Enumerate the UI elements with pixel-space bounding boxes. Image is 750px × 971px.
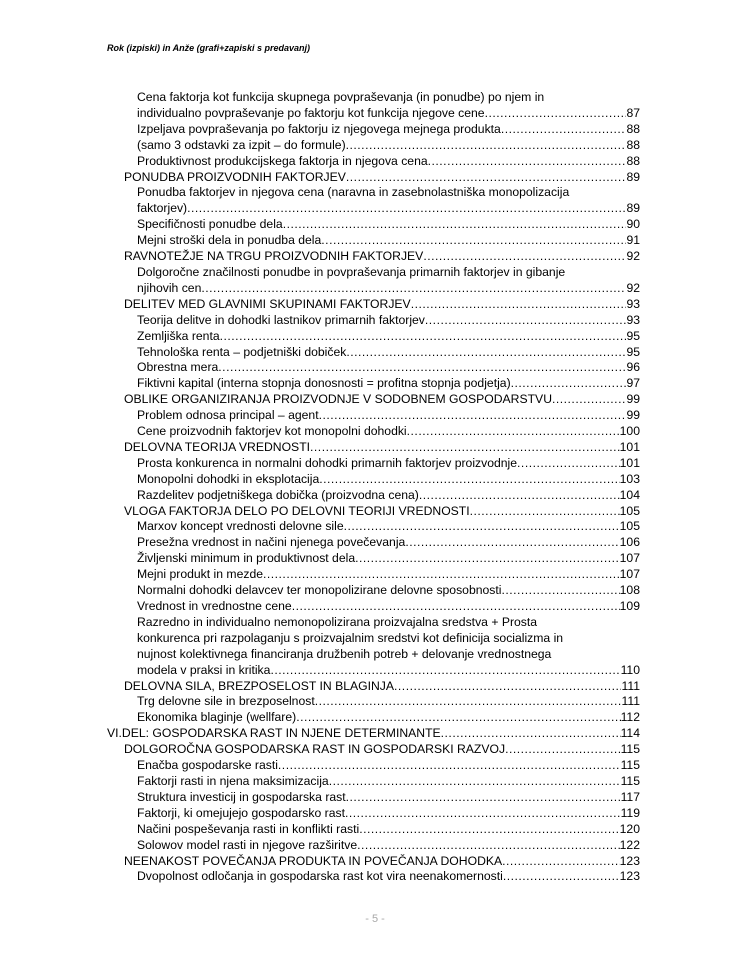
toc-entry-title: Načini pospeševanja rasti in konflikti rasti [137,821,360,836]
toc-entry-title: Normalni dohodki delavcev ter monopolizirane delovne sposobnosti [137,583,502,598]
toc-page-number: 96 [626,360,640,375]
toc-entry [137,90,640,122]
toc-entry-title: DELOVNA SILA, BREZPOSELOST IN BLAGINJA [124,678,395,693]
toc-leader-dots [278,758,621,774]
toc-entry-title: Ponudba faktorjev in njegova cena (naravna in zasebnolastniška monopolizacija [137,185,570,200]
toc-entry-title: Mejni produkt in mezde [137,567,263,582]
toc-entry [124,249,640,265]
toc-entry-title: Solowov model rasti in njegove razširitve [137,837,358,852]
toc-page-number: 88 [626,137,640,152]
toc-entry [137,138,640,154]
toc-page-number: 115 [620,758,640,773]
toc-leader-dots [552,392,626,408]
toc-page-number: 122 [619,837,640,852]
toc-leader-dots [428,154,627,170]
toc-entry-title: Trg delovne sile in brezposelnost [137,694,315,709]
toc-entry-line [137,631,640,647]
toc-leader-dots [394,679,621,695]
toc-entry-line [124,854,640,870]
toc-entry [137,710,640,726]
toc-page-number: 117 [620,789,640,804]
toc-page-number: 92 [626,280,640,295]
toc-entry-title: DOLGOROČNA GOSPODARSKA RAST IN GOSPODARSKI RAZVOJ [124,742,506,757]
toc-entry-title: Izpeljava povpraševanja po faktorju iz njegovega mejnega produkta [137,121,501,136]
toc-entry [137,599,640,615]
toc-entry-title: Cene proizvodnih faktorjev kot monopolni dohodki [137,424,407,439]
toc-page-number: 97 [626,376,640,391]
toc-entry [124,679,640,695]
toc-entry [137,869,640,885]
toc-entry-title: Dolgoročne značilnosti ponudbe in povpraševanja primarnih faktorjev in gibanje [137,264,566,279]
toc-entry-line [124,742,640,758]
toc-entry-line [137,758,640,774]
toc-entry [137,694,640,710]
toc-entry-title: nujnost kolektivnega financiranja družbenih potreb + delovanje vrednostnega [137,646,552,661]
toc-leader-dots [270,663,620,679]
toc-entry-line [137,694,640,710]
toc-entry-title: Faktorji, ki omejujejo gospodarsko rast [137,805,345,820]
toc-entry [137,790,640,806]
toc-entry-line [137,838,640,854]
toc-page-number: 92 [626,249,640,264]
toc-entry-title: Prosta konkurenca in normalni dohodki primarnih faktorjev proizvodnje [137,455,518,470]
toc-entry [137,265,640,297]
toc-page-number: 115 [620,742,640,757]
toc-leader-dots [263,567,620,583]
toc-leader-dots [441,726,621,742]
toc-entry-title: Dvopolnost odločanja in gospodarska rast kot vira neenakomernosti [137,869,503,884]
toc-entry-title: Zemljiška renta [137,328,220,343]
toc-entry [137,424,640,440]
toc-entry [137,360,640,376]
toc-entry-line [137,456,640,472]
toc-page-number: 103 [619,471,640,486]
toc-entry [137,806,640,822]
toc-entry [137,583,640,599]
toc-entry [137,217,640,233]
toc-entry [137,838,640,854]
toc-entry [137,456,640,472]
toc-entry-title: individualno povpraševanje po faktorju kot funkcija njegove cene [137,105,485,120]
toc-entry [137,408,640,424]
toc-entry [137,774,640,790]
toc-entry-line [137,710,640,726]
toc-leader-dots [357,838,620,854]
toc-leader-dots [411,297,627,313]
toc-leader-dots [319,472,619,488]
toc-entry-title: Fiktivni kapital (interna stopnja donosnosti = profitna stopnja podjetja) [137,376,511,391]
toc-entry-title: Problem odnosa principal – agent [137,408,319,423]
toc-entry [107,726,640,742]
toc-page-number: 88 [626,153,640,168]
toc-entry [137,551,640,567]
toc-entry [137,488,640,504]
toc-entry-title: modela v praksi in kritika [137,662,271,677]
toc-entry [137,519,640,535]
toc-entry-line [137,647,640,663]
toc-page-number: 88 [626,121,640,136]
toc-entry-line [137,408,640,424]
toc-page-number: 105 [619,519,640,534]
toc-entry-line [137,90,640,106]
toc-entry-line [137,551,640,567]
toc-entry-line [137,345,640,361]
toc-leader-dots [321,233,626,249]
toc-entry-title: njihovih cen [137,280,202,295]
toc-entry-line [124,440,640,456]
toc-entry-line [137,599,640,615]
toc-leader-dots [345,806,621,822]
toc-entry [137,472,640,488]
toc-entry-title: Življenski minimum in produktivnost dela [137,551,356,566]
toc-entry-title: RAVNOTEŽJE NA TRGU PROIZVODNIH FAKTORJEV [124,249,424,264]
toc-leader-dots [346,790,621,806]
toc-page-number: 123 [619,869,640,884]
toc-entry-line [137,869,640,885]
toc-leader-dots [346,138,627,154]
toc-leader-dots [355,551,620,567]
toc-leader-dots [201,281,626,297]
toc-page-number: 95 [626,328,640,343]
toc-entry-line [124,297,640,313]
toc-page-number: 107 [619,567,640,582]
toc-entry-title: Razdelitev podjetniškega dobička (proizvodna cena) [137,487,419,502]
toc-entry-title: konkurenca pri razpolaganju s proizvajalnim sredstvi kot definicija socializma in [137,630,564,645]
toc-leader-dots [425,313,627,329]
toc-page-number: 123 [619,853,640,868]
toc-entry-line [107,726,640,742]
toc-page-number: 106 [619,535,640,550]
toc-page-number: 115 [620,773,640,788]
toc-entry [124,170,640,186]
toc-leader-dots [187,201,626,217]
toc-page-number: 99 [626,408,640,423]
toc-entry [124,504,640,520]
toc-entry-title: Vrednost in vrednostne cene [137,599,292,613]
toc-entry-title: NEENAKOST POVEČANJA PRODUKTA IN POVEČANJA DOHODKA [124,853,503,868]
toc-entry [124,854,640,870]
toc-page-number: 101 [619,455,640,470]
toc-entry-line [137,281,640,297]
toc-leader-dots [344,519,620,535]
toc-entry-title: Presežna vrednost in načini njenega povečevanja [137,535,406,550]
toc-entry [137,615,640,679]
toc-entry-line [137,822,640,838]
toc-entry-title: DELITEV MED GLAVNIMI SKUPINAMI FAKTORJEV [124,296,411,311]
toc-entry-line [137,472,640,488]
toc-page-number: 114 [620,726,640,741]
toc-entry-title: Faktorji rasti in njena maksimizacija [137,773,329,788]
toc-entry-line [137,663,640,679]
page-number: - 5 - [365,913,385,925]
toc-entry-title: faktorjev) [137,201,188,216]
toc-page-number: 110 [620,662,640,677]
toc-entry-line [124,504,640,520]
toc-entry [124,742,640,758]
toc-leader-dots [329,774,621,790]
toc-leader-dots [505,742,621,758]
toc-leader-dots [423,249,626,265]
toc-leader-dots [511,376,627,392]
toc-entry-title: Produktivnost produkcijskega faktorja in njegova cena [137,153,428,168]
toc-entry-title: VLOGA FAKTORJA DELO PO DELOVNI TEORIJI VREDNOSTI [124,503,470,518]
toc-leader-dots [346,345,626,361]
toc-entry-line [137,265,640,281]
toc-leader-dots [319,408,627,424]
toc-entry-title: Enačba gospodarske rasti [137,758,278,773]
toc-leader-dots [419,488,620,504]
toc-entry [124,440,640,456]
toc-leader-dots [470,504,620,520]
toc-leader-dots [407,424,620,440]
toc-page-number: 111 [621,694,640,709]
toc-entry-line [137,329,640,345]
toc-entry-title: OBLIKE ORGANIZIRANJA PROIZVODNJE V SODOBNEM GOSPODARSTVU [124,392,552,407]
toc-entry [137,758,640,774]
toc-entry [137,345,640,361]
toc-entry-title: Monopolni dohodki in eksplotacija [137,471,320,486]
toc-page-number: 111 [621,678,640,693]
toc-entry-line [137,583,640,599]
toc-page-number: 120 [619,821,640,836]
toc-leader-dots [346,170,627,186]
toc-entry-line [124,249,640,265]
toc-entry-line [137,106,640,122]
toc-leader-dots [517,456,620,472]
toc-leader-dots [501,583,619,599]
toc-entry [124,297,640,313]
toc-entry-title: DEL: GOSPODARSKA RAST IN NJENE DETERMINANTE [121,726,441,741]
toc-leader-dots [502,854,620,870]
toc-entry [137,233,640,249]
toc-entry-line [137,567,640,583]
toc-entry-line [124,170,640,186]
toc-leader-dots [485,106,627,122]
toc-page-number: 112 [620,710,640,725]
toc-page-number: 119 [620,805,640,820]
toc-entry-title: Cena faktorja kot funkcija skupnega povpraševanja (in ponudbe) po njem in [137,90,545,104]
toc-entry-line [137,535,640,551]
toc-page-number: 89 [626,169,640,184]
toc-entry-line [137,774,640,790]
toc-entry-title: Ekonomika blaginje (wellfare) [137,710,297,725]
toc-entry-line [137,185,640,201]
toc-entry-title: Obrestna mera [137,360,219,375]
toc-page-number: 89 [626,201,640,216]
toc-entry-line [124,679,640,695]
toc-entry [137,376,640,392]
toc-page-number: 100 [619,424,640,439]
toc-page-number: 104 [619,487,640,502]
toc-leader-dots [501,122,627,138]
toc-entry-line [137,233,640,249]
toc-page-number: 91 [626,233,640,248]
toc-entry-line [137,376,640,392]
toc-entry-title: Teorija delitve in dohodki lastnikov primarnih faktorjev [137,312,425,327]
toc-page-number: 93 [626,296,640,311]
toc-leader-dots [315,694,622,710]
toc-leader-dots [296,710,620,726]
toc-entry [137,822,640,838]
toc-entry-line [137,154,640,170]
toc-entry [137,122,640,138]
toc-page-number: 109 [619,599,640,613]
toc-entry-title: Mejni stroški dela in ponudba dela [137,233,322,248]
toc-leader-dots [292,599,620,615]
toc-page-number: 101 [619,439,640,454]
toc-entry [137,329,640,345]
toc-entry [137,185,640,217]
toc-entry [137,154,640,170]
toc-entry-title: (samo 3 odstavki za izpit – do formule) [137,137,346,152]
toc-entry-line [137,806,640,822]
toc-entry-line [137,424,640,440]
toc-entry-title: PONUDBA PROIZVODNIH FAKTORJEV [124,169,346,184]
table-of-contents [0,90,750,885]
toc-page-number: 93 [626,312,640,327]
toc-leader-dots [405,535,619,551]
toc-leader-dots [503,869,620,885]
toc-page-number: 107 [619,551,640,566]
toc-entry-line [124,392,640,408]
toc-entry [137,535,640,551]
toc-entry [137,567,640,583]
toc-entry-title: DELOVNA TEORIJA VREDNOSTI [124,439,311,454]
toc-page-number: 99 [626,392,640,407]
toc-entry-title: Razredno in individualno nemonopolizirana proizvajalna sredstva + Prosta [137,614,538,629]
toc-entry-title: Struktura investicij in gospodarska rast [137,789,346,804]
toc-entry-title: Tehnološka renta – podjetniški dobiček [137,344,347,359]
toc-entry-line [137,201,640,217]
toc-page-number: 87 [626,105,640,120]
toc-page-number: 105 [619,503,640,518]
page-header: Rok (izpiski) in Anže (grafi+zapiski s predavanj) [107,43,310,53]
toc-entry-title: Marxov koncept vrednosti delovne sile [137,519,344,534]
toc-entry-line [137,217,640,233]
toc-leader-dots [310,440,620,456]
toc-entry-line [137,138,640,154]
toc-entry-line [137,122,640,138]
toc-entry-title: Specifičnosti ponudbe dela [137,217,283,232]
toc-leader-dots [359,822,619,838]
toc-entry-line [137,360,640,376]
toc-entry-line [137,313,640,329]
toc-entry-line [137,519,640,535]
toc-page-number: 95 [626,344,640,359]
toc-entry [124,392,640,408]
toc-leader-dots [220,329,627,345]
toc-leader-dots [218,360,626,376]
toc-page-number: 90 [626,217,640,232]
toc-page-number: 108 [619,583,640,598]
toc-entry [137,313,640,329]
toc-part-number: VI. [107,726,122,741]
toc-entry-line [137,615,640,631]
toc-entry-line [137,488,640,504]
toc-entry-line [137,790,640,806]
toc-leader-dots [283,217,627,233]
